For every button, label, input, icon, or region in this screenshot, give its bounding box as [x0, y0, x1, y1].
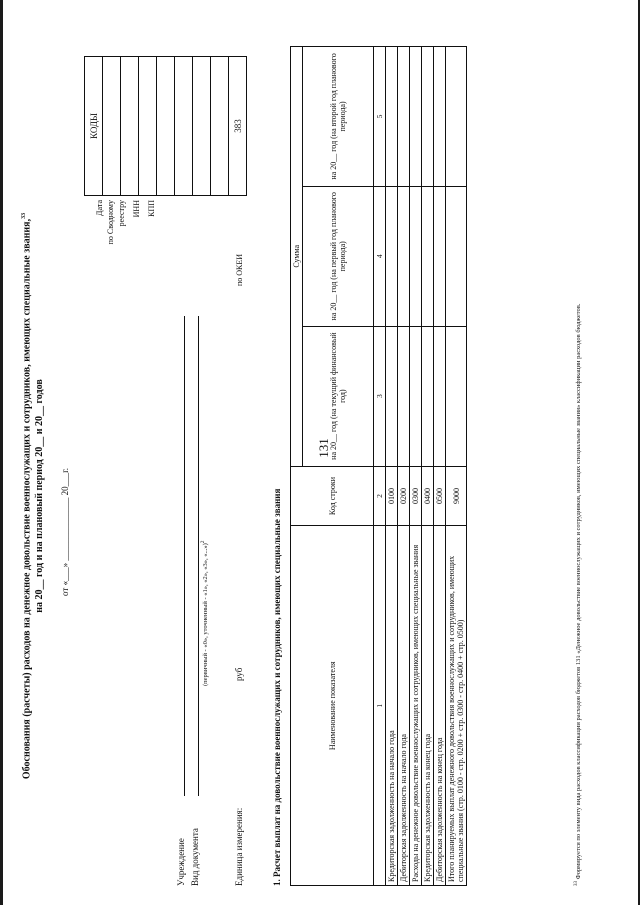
header-col4: на 20__ год (на первый год планового периода) [303, 186, 374, 326]
title-line-2: на 20__ год и на плановый период 20__ и 20__ годов [34, 379, 46, 613]
kody-label-inn: ИНН [132, 200, 141, 218]
row-value-cell [386, 47, 398, 187]
header-sum: Сумма [291, 47, 303, 467]
table-row [422, 47, 434, 886]
kody-cell-registry [121, 57, 139, 196]
kody-cell-kpp [175, 57, 193, 196]
footnote-mark: 33 [574, 881, 579, 886]
col-number-5: 5 [374, 47, 386, 187]
row-value-cell [422, 186, 434, 326]
row-value-cell [446, 47, 467, 187]
kody-label-registry-2: реестру [117, 200, 126, 227]
kody-label-registry-1: по Сводному [106, 200, 115, 245]
row-name-0200: Дебиторская задолженность на начало года [398, 526, 410, 886]
table-row [446, 47, 467, 886]
date-line: от «___» ______________ 20___г. [60, 468, 70, 596]
row-code-0200: 0200 [398, 466, 410, 526]
row-value-cell [422, 326, 434, 466]
kody-block [84, 56, 247, 196]
kody-cell-blank-1 [193, 57, 211, 196]
col-number-4: 4 [374, 186, 386, 326]
row-value-cell [446, 186, 467, 326]
row-code-9000: 9000 [446, 466, 467, 526]
table-row [398, 47, 410, 886]
kody-cell-date [103, 57, 121, 196]
section-title: 1. Расчет выплат на довольствие военнослужащих и сотрудников, имеющих специальные звания [272, 488, 282, 886]
main-table [290, 46, 467, 886]
col-number-2: 2 [374, 466, 386, 526]
row-value-cell [434, 326, 446, 466]
row-name-0500: Дебиторская задолженность на конец года [434, 526, 446, 886]
page-number: 131 [315, 438, 331, 458]
institution-line [184, 316, 185, 796]
title-footnote-mark: 33 [21, 212, 27, 219]
table-row [434, 47, 446, 886]
okei-label: по ОКЕИ [235, 253, 244, 286]
row-value-cell [386, 186, 398, 326]
kody-label-kpp: КПП [147, 200, 156, 217]
header-col3: на 20__ год (на текущий финансовый год) [303, 326, 374, 466]
doc-type-line [198, 316, 199, 796]
row-value-cell [410, 47, 422, 187]
row-code-0300: 0300 [410, 466, 422, 526]
header-name: Наименование показателя [291, 526, 374, 886]
row-value-cell [434, 47, 446, 187]
form-title [18, 136, 46, 856]
footnote [574, 46, 582, 886]
row-code-0100: 0100 [386, 466, 398, 526]
kody-header: КОДЫ [85, 57, 103, 196]
scan-edge-left [0, 0, 3, 905]
doc-type-label: Вид документа [190, 828, 200, 886]
rotated-form [8, 36, 608, 896]
row-value-cell [410, 186, 422, 326]
kody-table [84, 56, 247, 196]
header-code: Код строки [291, 466, 374, 526]
col-number-3: 3 [374, 326, 386, 466]
row-code-0500: 0500 [434, 466, 446, 526]
row-value-cell [422, 47, 434, 187]
row-name-0300: Расходы на денежное довольствие военнослужащих и сотрудников, имеющих специальные звания [410, 526, 422, 886]
kody-label-date: Дата [95, 200, 104, 216]
header-col5: на 20__ год (на второй год планового периода) [303, 47, 374, 187]
unit-value: руб [234, 667, 244, 681]
footnote-text: Формируется по элементу вида расходов классификации расходов бюджетов 131 «Денежное довольствие военнослужащих и сотрудников, имеющих специальные звания» классификации расходов бюджетов. [575, 303, 583, 880]
row-value-cell [398, 186, 410, 326]
row-value-cell [398, 47, 410, 187]
kody-cell-inn [157, 57, 175, 196]
unit-label: Единица измерения: [234, 807, 244, 886]
row-value-cell [434, 186, 446, 326]
table-row [410, 47, 422, 886]
institution-label: Учреждение [176, 838, 186, 886]
row-name-0100: Кредиторская задолженность на начало года [386, 526, 398, 886]
row-name-0400: Кредиторская задолженность на конец года [422, 526, 434, 886]
doc-type-hint: (первичный - «0», уточненный - «1», «2», «3», «...»)$^2$ [200, 540, 210, 686]
kody-labels [94, 200, 157, 296]
row-value-cell [386, 326, 398, 466]
col-number-1: 1 [374, 526, 386, 886]
kody-cell-registry-2 [139, 57, 157, 196]
row-name-9000: Итого планируемых выплат денежного довольствия военнослужащих и сотрудников, имеющих специальные звания (стр. 0100 - стр. 0200 + стр. 0300 - стр. 0400 + стр. 0500) [446, 526, 467, 886]
kody-cell-blank-2 [211, 57, 229, 196]
table-row [386, 47, 398, 886]
row-code-0400: 0400 [422, 466, 434, 526]
row-value-cell [398, 326, 410, 466]
row-value-cell [446, 326, 467, 466]
title-line-1: Обоснования (расчеты) расходов на денежное довольствие военнослужащих и сотрудников, имеющих специальные звания, [21, 218, 33, 780]
row-value-cell [410, 326, 422, 466]
kody-cell-okei: 383 [229, 57, 247, 196]
